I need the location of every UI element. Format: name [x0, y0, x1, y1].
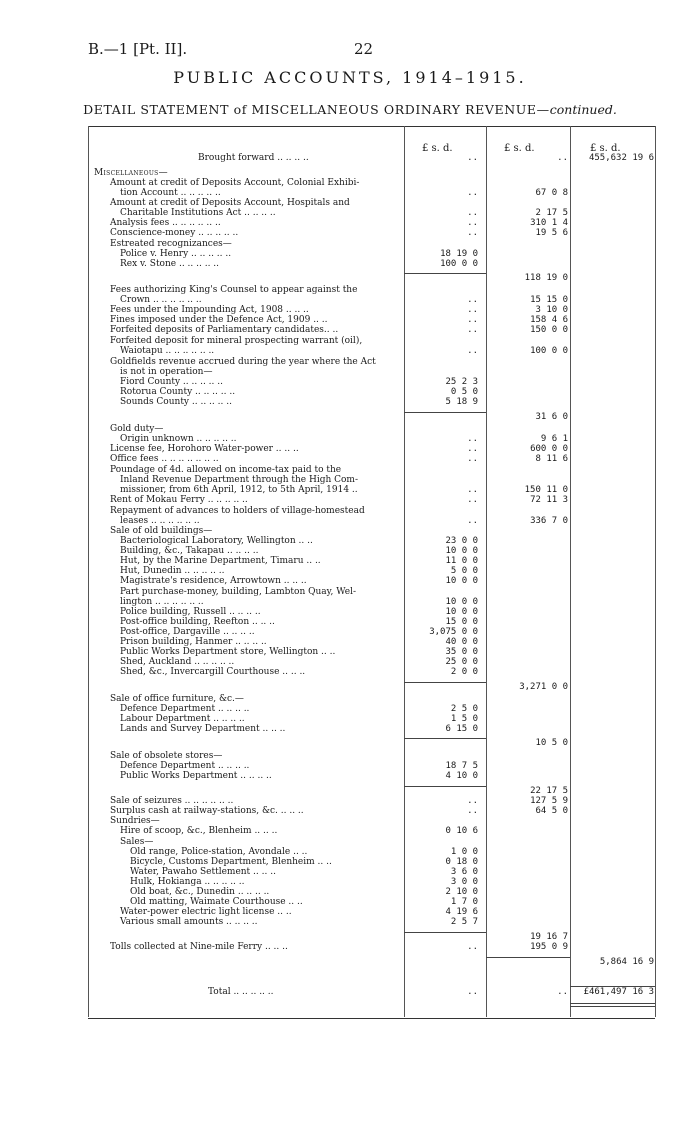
line-description: Hut, Dunedin .. .. .. .. .. [120, 566, 225, 576]
report-reference: B.—1 [Pt. II]. [88, 40, 188, 58]
line-description: Sale of seizures .. .. .. .. .. .. [110, 796, 234, 806]
amount-c1: .. [467, 434, 478, 444]
amount-c1: 10 0 0 [445, 607, 478, 617]
line-description: Amount at credit of Deposits Account, Colonial Exhibi- [110, 178, 360, 188]
amount-c3: 455,632 19 6 [588, 153, 654, 163]
amount-c1: 2 5 7 [450, 917, 478, 927]
amount-c2: 10 5 0 [535, 738, 568, 748]
amount-c2: 64 5 0 [535, 806, 568, 816]
amount-c1: .. [467, 305, 478, 315]
line-description: Forfeited deposit for mineral prospecting warrant (oil), [110, 336, 363, 346]
amount-c2: 600 0 0 [530, 444, 568, 454]
amount-c2: 15 15 0 [530, 295, 568, 305]
amount-c1: .. [467, 228, 478, 238]
line-description: Sundries— [110, 816, 160, 826]
amount-c1: 1 5 0 [450, 714, 478, 724]
line-description: leases .. .. .. .. .. .. [120, 516, 200, 526]
subtotal-rule [404, 412, 486, 413]
column-divider [486, 126, 487, 1017]
line-description: Building, &c., Takapau .. .. .. .. [120, 546, 259, 556]
amount-c1: .. [467, 315, 478, 325]
amount-c1: 0 10 6 [445, 826, 478, 836]
amount-c1: .. [467, 346, 478, 356]
amount-c2: 127 5 9 [530, 796, 568, 806]
line-description: Old matting, Waimate Courthouse .. .. [130, 897, 303, 907]
amount-c1: .. [467, 295, 478, 305]
amount-c2: 3,271 0 0 [519, 682, 568, 692]
amount-c1: 23 0 0 [445, 536, 478, 546]
amount-c1: 25 0 0 [445, 657, 478, 667]
amount-c1: 10 0 0 [445, 546, 478, 556]
line-description: Origin unknown .. .. .. .. .. [120, 434, 237, 444]
line-description: Gold duty— [110, 424, 164, 434]
line-description: Police v. Henry .. .. .. .. .. [120, 249, 232, 259]
amount-c1: .. [467, 188, 478, 198]
amount-c2: 19 5 6 [535, 228, 568, 238]
amount-c1: .. [467, 495, 478, 505]
amount-c1: 2 10 0 [445, 887, 478, 897]
column-header-3: £ s. d. [590, 143, 621, 154]
table-border-right [655, 126, 656, 1017]
line-description: Sale of old buildings— [110, 526, 213, 536]
line-description: Water, Pawaho Settlement .. .. .. [130, 867, 276, 877]
amount-c1: .. [467, 444, 478, 454]
line-description: Waiotapu .. .. .. .. .. .. [120, 346, 215, 356]
subtitle-main: DETAIL STATEMENT of MISCELLANEOUS ORDINARY REVENUE— [83, 102, 550, 117]
column-divider [570, 126, 571, 1017]
amount-c2: 31 6 0 [535, 412, 568, 422]
line-description: License fee, Horohoro Water-power .. .. .. [110, 444, 299, 454]
line-description: Amount at credit of Deposits Account, Hospitals and [110, 198, 350, 208]
line-description: Fines imposed under the Defence Act, 1909 .. .. [110, 315, 328, 325]
amount-c2: 158 4 6 [530, 315, 568, 325]
line-description: Total .. .. .. .. .. [208, 987, 274, 997]
amount-c2: 72 11 3 [530, 495, 568, 505]
line-description: Defence Department .. .. .. .. [120, 704, 250, 714]
amount-c1: 6 15 0 [445, 724, 478, 734]
amount-c1: 18 19 0 [440, 249, 478, 259]
line-description: missioner, from 6th April, 1912, to 5th April, 1914 .. [120, 485, 358, 495]
line-description: Sale of obsolete stores— [110, 751, 223, 761]
line-description: Analysis fees .. .. .. .. .. .. [110, 218, 221, 228]
line-description: Hulk, Hokianga .. .. .. .. .. [130, 877, 245, 887]
line-description: Rent of Mokau Ferry .. .. .. .. .. [110, 495, 248, 505]
line-description: Lands and Survey Department .. .. .. [120, 724, 286, 734]
line-description: Part purchase-money, building, Lambton Quay, Wel- [120, 587, 357, 597]
amount-c2: 336 7 0 [530, 516, 568, 526]
amount-c2: 150 0 0 [530, 325, 568, 335]
amount-c1: 3,075 0 0 [429, 627, 478, 637]
line-description: Rotorua County .. .. .. .. .. [120, 387, 236, 397]
subtotal-rule [404, 932, 486, 933]
amount-c1: 10 0 0 [445, 576, 478, 586]
line-description: Post-office building, Reefton .. .. .. [120, 617, 275, 627]
line-description: Shed, Auckland .. .. .. .. .. [120, 657, 235, 667]
subtotal-rule [404, 738, 486, 739]
amount-c1: 1 0 0 [450, 847, 478, 857]
line-description: Estreated recognizances— [110, 239, 232, 249]
line-description: lington .. .. .. .. .. .. [120, 597, 204, 607]
line-description: Fees under the Impounding Act, 1908 .. .. .. [110, 305, 309, 315]
line-description: tion Account .. .. .. .. .. [120, 188, 221, 198]
amount-c1: 0 18 0 [445, 857, 478, 867]
amount-c1: 11 0 0 [445, 556, 478, 566]
table-border-left [88, 126, 89, 1017]
amount-c2: 19 16 7 [530, 932, 568, 942]
amount-c2: 310 1 4 [530, 218, 568, 228]
line-description: Rex v. Stone .. .. .. .. .. [120, 259, 220, 269]
line-description: Conscience-money .. .. .. .. .. [110, 228, 239, 238]
line-description: Crown .. .. .. .. .. .. [120, 295, 202, 305]
amount-c1: 2 0 0 [450, 667, 478, 677]
line-description: Labour Department .. .. .. .. [120, 714, 245, 724]
amount-c2: .. [557, 987, 568, 997]
subtotal-rule [486, 957, 570, 958]
line-description: Hut, by the Marine Department, Timaru .. .. [120, 556, 321, 566]
line-description: Various small amounts .. .. .. .. [120, 917, 258, 927]
amount-c1: 15 0 0 [445, 617, 478, 627]
amount-c2: 67 0 8 [535, 188, 568, 198]
line-description: Brought forward .. .. .. .. [198, 153, 309, 163]
column-divider [404, 126, 405, 1017]
amount-c1: .. [467, 806, 478, 816]
line-description: Shed, &c., Invercargill Courthouse .. .. .. [120, 667, 306, 677]
amount-c1: .. [467, 325, 478, 335]
line-description: is not in operation— [120, 367, 213, 377]
line-description: Surplus cash at railway-stations, &c. .. .. .. [110, 806, 304, 816]
subtotal-rule [404, 273, 486, 274]
amount-c1: 0 5 0 [450, 387, 478, 397]
amount-c2: 118 19 0 [524, 273, 568, 283]
amount-c2: 3 10 0 [535, 305, 568, 315]
line-description: Defence Department .. .. .. .. [120, 761, 250, 771]
line-description: Goldfields revenue accrued during the year where the Act [110, 357, 376, 367]
amount-c1: 3 6 0 [450, 867, 478, 877]
line-description: Bacteriological Laboratory, Wellington .. .. [120, 536, 313, 546]
line-description: Police building, Russell .. .. .. .. [120, 607, 261, 617]
total-double-rule [570, 1003, 655, 1004]
subtitle-continued: continued. [549, 102, 617, 117]
amount-c1: 40 0 0 [445, 637, 478, 647]
amount-c2: 100 0 0 [530, 346, 568, 356]
line-description: Post-office, Dargaville .. .. .. .. [120, 627, 255, 637]
line-description: Repayment of advances to holders of village-homestead [110, 506, 365, 516]
line-description: Office fees .. .. .. .. .. .. .. [110, 454, 219, 464]
line-description: Charitable Institutions Act .. .. .. .. [120, 208, 276, 218]
line-description: Old range, Police-station, Avondale .. .. [130, 847, 308, 857]
line-description: Prison building, Hanmer .. .. .. .. [120, 637, 267, 647]
amount-c1: .. [467, 942, 478, 952]
line-description: Public Works Department store, Wellington .. .. [120, 647, 336, 657]
amount-c1: 100 0 0 [440, 259, 478, 269]
amount-c1: 5 18 9 [445, 397, 478, 407]
amount-c1: 10 0 0 [445, 597, 478, 607]
amount-c2: 150 11 0 [524, 485, 568, 495]
amount-c3: £461,497 16 3 [583, 987, 654, 997]
amount-c1: 25 2 3 [445, 377, 478, 387]
line-description: Magistrate's residence, Arrowtown .. .. .. [120, 576, 307, 586]
page-subtitle [0, 102, 700, 117]
amount-c1: 4 19 6 [445, 907, 478, 917]
line-description: Inland Revenue Department through the High Com- [120, 475, 359, 485]
amount-c1: 18 7 5 [445, 761, 478, 771]
page-number: 22 [354, 40, 374, 58]
amount-c1: .. [467, 516, 478, 526]
amount-c1: 1 7 0 [450, 897, 478, 907]
column-header-1: £ s. d. [422, 143, 453, 154]
amount-c1: .. [467, 208, 478, 218]
amount-c1: .. [467, 796, 478, 806]
line-description: Fiord County .. .. .. .. .. [120, 377, 223, 387]
amount-c1: .. [467, 485, 478, 495]
amount-c1: .. [467, 153, 478, 163]
line-description: Bicycle, Customs Department, Blenheim .. .. [130, 857, 332, 867]
amount-c2: .. [557, 153, 568, 163]
subtotal-rule [404, 786, 486, 787]
line-description: Poundage of 4d. allowed on income-tax paid to the [110, 465, 342, 475]
subtotal-rule [404, 682, 486, 683]
amount-c2: 2 17 5 [535, 208, 568, 218]
line-description: Miscellaneous— [94, 168, 168, 178]
amount-c1: 2 5 0 [450, 704, 478, 714]
line-description: Old boat, &c., Dunedin .. .. .. .. [130, 887, 270, 897]
column-header-2: £ s. d. [504, 143, 535, 154]
amount-c3: 5,864 16 9 [599, 957, 654, 967]
amount-c1: 5 0 0 [450, 566, 478, 576]
amount-c2: 22 17 5 [530, 786, 568, 796]
line-description: Sounds County .. .. .. .. .. [120, 397, 232, 407]
amount-c1: 4 10 0 [445, 771, 478, 781]
amount-c2: 195 0 9 [530, 942, 568, 952]
line-description: Tolls collected at Nine-mile Ferry .. .. .. [110, 942, 288, 952]
total-double-rule [570, 1006, 655, 1007]
amount-c2: 9 6 1 [540, 434, 568, 444]
line-description: Hire of scoop, &c., Blenheim .. .. .. [120, 826, 278, 836]
line-description: Public Works Department .. .. .. .. [120, 771, 272, 781]
amount-c1: .. [467, 987, 478, 997]
amount-c1: 35 0 0 [445, 647, 478, 657]
line-description: Forfeited deposits of Parliamentary candidates.. .. [110, 325, 339, 335]
line-description: Fees authorizing King's Counsel to appear against the [110, 285, 358, 295]
amount-c2: 8 11 6 [535, 454, 568, 464]
line-description: Sales— [120, 837, 154, 847]
amount-c1: .. [467, 218, 478, 228]
amount-c1: 3 0 0 [450, 877, 478, 887]
line-description: Water-power electric light license .. .. [120, 907, 292, 917]
line-description: Sale of office furniture, &c.— [110, 694, 244, 704]
page-title: PUBLIC ACCOUNTS, 1914–1915. [173, 68, 527, 87]
amount-c1: .. [467, 454, 478, 464]
